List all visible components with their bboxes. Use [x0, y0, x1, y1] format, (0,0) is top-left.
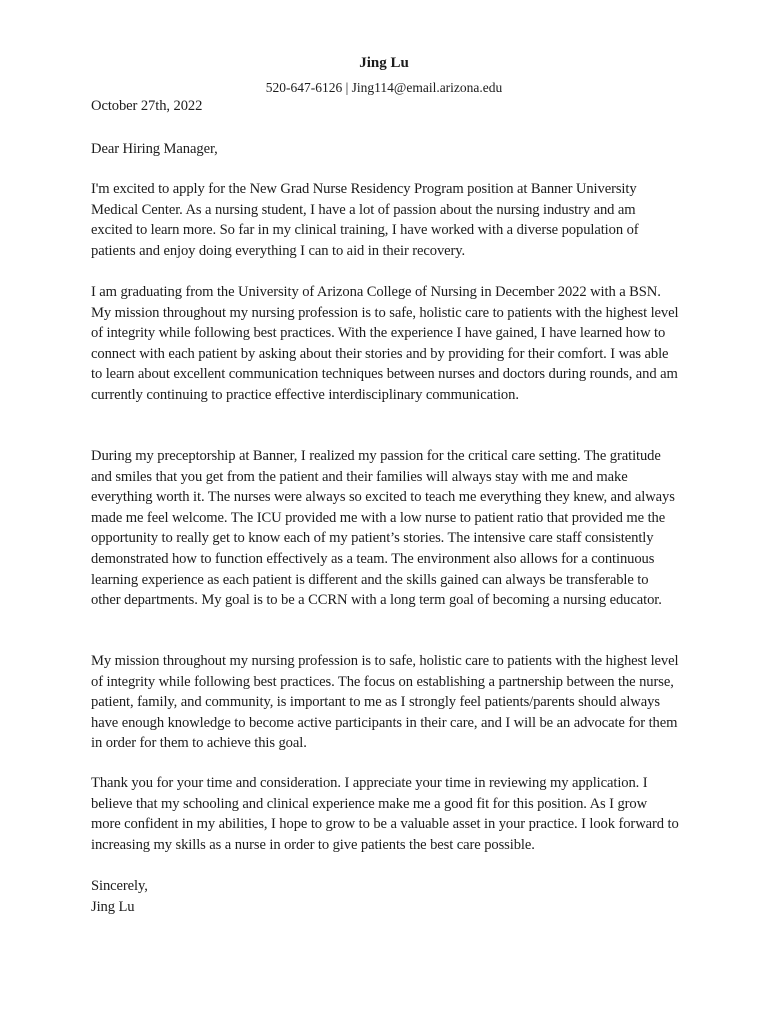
paragraph-education: I am graduating from the University of Arizona College of Nursing in December 2022 with a BSN. My mission throughout my nursing profession is to safe, holistic care to patients with the highest level of integrity while following best practices. With the experience I have gained, I have learned how to connect with each patient by asking about their stories and by providing for their comfort. I was able to learn about excellent communication techniques between nurses and doctors during rounds, and am currently continuing to practice effective interdisciplinary communication.: [91, 284, 679, 403]
paragraph-preceptorship: During my preceptorship at Banner, I realized my passion for the critical care setting. The gratitude and smiles that you get from the patient and their families will always stay with me and make everything worth it. The nurses were always so excited to teach me everything they knew, and always made me feel welcome. The ICU provided me with a low nurse to patient ratio that provided me the opportunity to really get to know each of my patient’s stories. The intensive care staff consistently demonstrated how to function effectively as a team. The environment also allows for a continuous learning experience as each patient is different and the skills gained can always be transferable to other departments. My goal is to be a CCRN with a long term goal of becoming a nursing educator.: [91, 448, 675, 609]
paragraph-mission: My mission throughout my nursing profession is to safe, holistic care to patients with the highest level of integrity while following best practices. The focus on establishing a partnership between the nurse, patient, family, and community, is important to me as I strongly feel patients/parents should always have enough knowledge to become active participants in their care, and I will be an advocate for them in order for them to achieve this goal.: [91, 653, 679, 752]
signature-name: Jing Lu: [91, 899, 135, 915]
paragraph-introduction: I'm excited to apply for the New Grad Nurse Residency Program position at Banner University Medical Center. As a nursing student, I have a lot of passion about the nursing industry and am excited to learn more. So far in my clinical training, I have worked with a diverse population of patients and enjoy doing everything I can to aid in their recovery.: [91, 181, 639, 259]
applicant-name: Jing Lu: [359, 55, 409, 71]
contact-info: 520-647-6126 | Jing114@email.arizona.edu: [265, 80, 503, 95]
salutation: Dear Hiring Manager,: [91, 141, 218, 157]
closing: Sincerely,: [91, 878, 148, 894]
letter-date: October 27th, 2022: [91, 98, 203, 114]
paragraph-thanks: Thank you for your time and consideration. I appreciate your time in reviewing my application. I believe that my schooling and clinical experience make me a good fit for this position. As I grow more confident in my abilities, I hope to grow to be a valuable asset in your practice. I look forward to increasing my skills as a nurse in order to give patients the best care possible.: [91, 775, 679, 853]
